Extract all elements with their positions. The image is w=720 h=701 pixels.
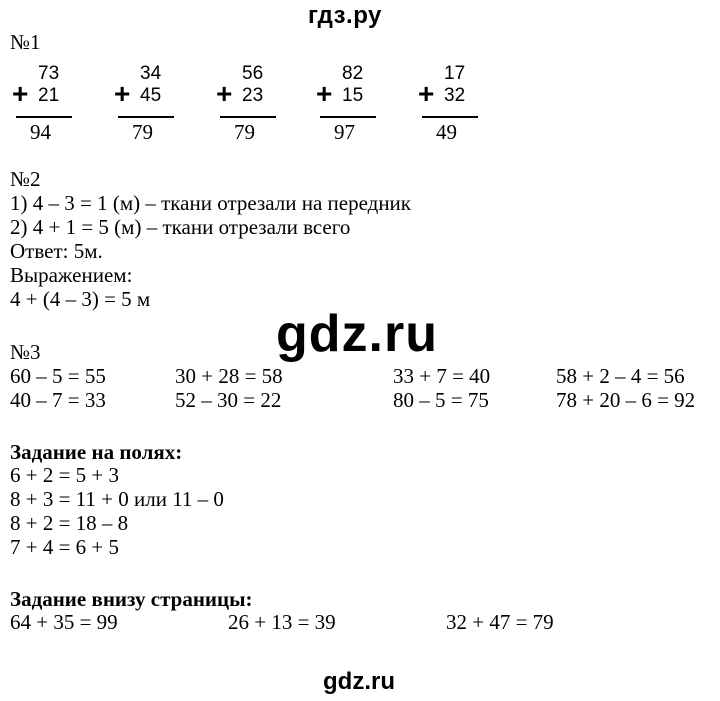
column-addition	[316, 64, 386, 144]
equation: 40 – 7 = 33	[10, 388, 106, 412]
watermark-middle: gdz.ru	[276, 305, 438, 363]
equation: 52 – 30 = 22	[175, 388, 282, 412]
plus-sign: +	[316, 78, 333, 109]
addend-top: 82	[342, 63, 364, 84]
bottom-task-heading: Задание внизу страницы:	[10, 587, 253, 611]
addend-bottom: 21	[38, 85, 60, 106]
task2-expression-label: Выражением:	[10, 263, 133, 287]
addend-bottom: 32	[444, 85, 466, 106]
addend-top: 56	[242, 63, 264, 84]
plus-sign: +	[12, 78, 29, 109]
task2-step2: 2) 4 + 1 = 5 (м) – ткани отрезали всего	[10, 215, 351, 239]
bottom-task-equation: 32 + 47 = 79	[446, 610, 554, 634]
equation: 78 + 20 – 6 = 92	[556, 388, 696, 412]
task3-label: №3	[10, 340, 41, 364]
addend-bottom: 45	[140, 85, 162, 106]
sum-line	[220, 116, 276, 118]
task1-label: №1	[10, 30, 41, 54]
column-addition	[418, 64, 488, 144]
task2-step1: 1) 4 – 3 = 1 (м) – ткани отрезали на передник	[10, 191, 411, 215]
addend-bottom: 15	[342, 85, 364, 106]
sum-result: 79	[132, 120, 153, 144]
equation: 60 – 5 = 55	[10, 364, 106, 388]
margin-task-line: 8 + 3 = 11 + 0 или 11 – 0	[10, 487, 224, 511]
addend-top: 34	[140, 63, 162, 84]
margin-task-line: 6 + 2 = 5 + 3	[10, 463, 120, 487]
task2-expression: 4 + (4 – 3) = 5 м	[10, 287, 151, 311]
sum-line	[16, 116, 72, 118]
addend-bottom: 23	[242, 85, 264, 106]
column-addition	[114, 64, 184, 144]
addend-top: 73	[38, 63, 60, 84]
bottom-task-equation: 26 + 13 = 39	[228, 610, 336, 634]
sum-result: 49	[436, 120, 457, 144]
sum-result: 79	[234, 120, 255, 144]
plus-sign: +	[114, 78, 131, 109]
equation: 80 – 5 = 75	[393, 388, 489, 412]
equation: 58 + 2 – 4 = 56	[556, 364, 685, 388]
column-addition	[12, 64, 82, 144]
sum-result: 94	[30, 120, 51, 144]
sum-line	[422, 116, 478, 118]
watermark-bottom: gdz.ru	[323, 668, 395, 695]
addend-top: 17	[444, 63, 466, 84]
plus-sign: +	[216, 78, 233, 109]
watermark-top: гдз.ру	[308, 2, 382, 29]
margin-task-line: 8 + 2 = 18 – 8	[10, 511, 129, 535]
task2-answer: Ответ: 5м.	[10, 239, 103, 263]
sum-line	[320, 116, 376, 118]
column-addition	[216, 64, 286, 144]
task2-label: №2	[10, 167, 41, 191]
bottom-task-equation: 64 + 35 = 99	[10, 610, 118, 634]
plus-sign: +	[418, 78, 435, 109]
sum-line	[118, 116, 174, 118]
sum-result: 97	[334, 120, 355, 144]
margin-task-heading: Задание на полях:	[10, 440, 183, 464]
margin-task-line: 7 + 4 = 6 + 5	[10, 535, 120, 559]
equation: 30 + 28 = 58	[175, 364, 283, 388]
equation: 33 + 7 = 40	[393, 364, 491, 388]
